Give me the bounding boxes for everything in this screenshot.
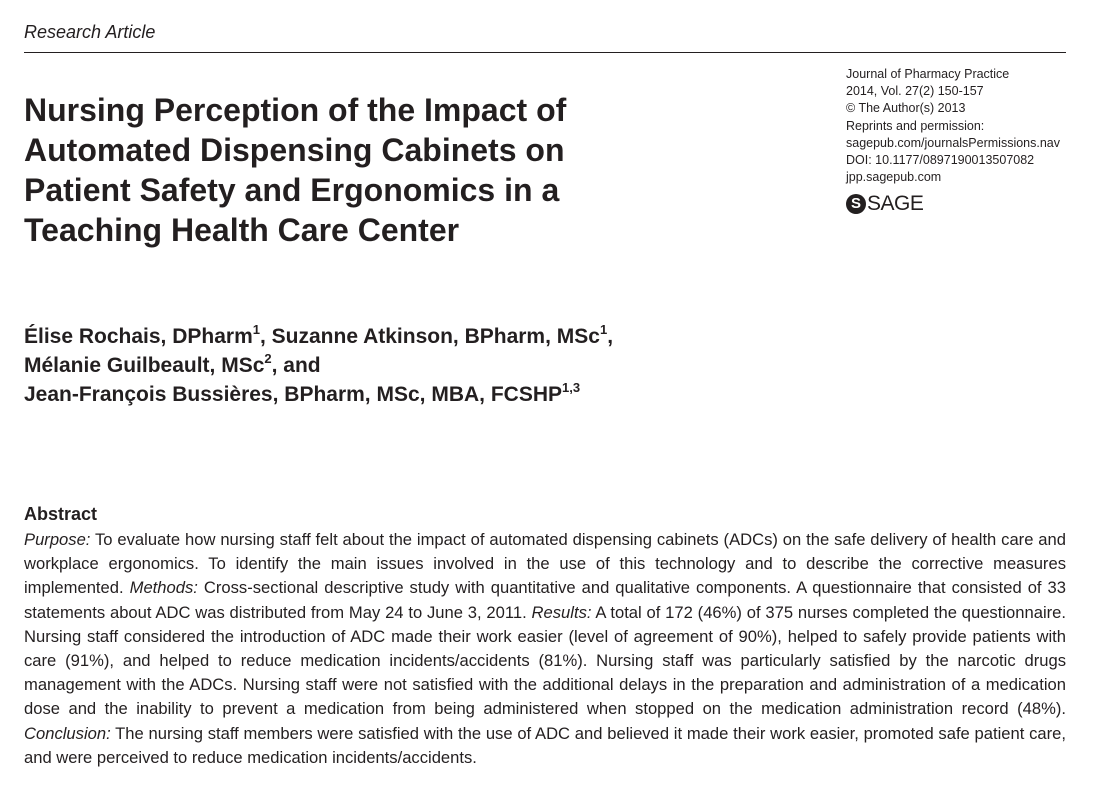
sage-logo-icon: S bbox=[846, 194, 866, 214]
author-line bbox=[24, 380, 924, 409]
copyright-notice: © The Author(s) 2013 bbox=[846, 101, 966, 116]
methods-label: Methods: bbox=[129, 578, 198, 598]
sage-logo bbox=[846, 192, 1066, 216]
author-separator: , bbox=[260, 325, 272, 348]
author-list bbox=[24, 322, 924, 409]
results-text: A total of 172 (46%) of 375 nurses completed the questionnaire. Nursing staff considered the introduction of ADC made their work easier (level of agreement of 90%), helped to safely provide patients with care (91%), and helped to reduce medication incidents/accidents (81%). Nursing staff was particularly satisfied by the narcotic drugs management with the ADCs. Nursing staff were not satisfied with the additional delays in the preparation and administration of a medication dose and the inability to prevent a medication from being administered when stopped on the medication administration record (48%). bbox=[24, 602, 1066, 719]
results-label: Results: bbox=[531, 602, 592, 622]
author-affiliation: 1,3 bbox=[562, 380, 581, 395]
author-line bbox=[24, 322, 924, 351]
journal-site-link[interactable]: jpp.sagepub.com bbox=[846, 170, 942, 185]
abstract-text bbox=[24, 528, 1066, 770]
title-line: Patient Safety and Ergonomics in a bbox=[24, 172, 560, 208]
doi: DOI: 10.1177/0897190013507082 bbox=[846, 153, 1035, 168]
journal-name: Journal of Pharmacy Practice bbox=[846, 67, 1010, 81]
author-affiliation: 1 bbox=[252, 322, 260, 337]
author-line bbox=[24, 351, 924, 380]
author-affiliation: 1 bbox=[599, 322, 608, 337]
conclusion-text: The nursing staff members were satisfied with the use of ADC and believed it made their work easier, promoted safe patient care, and were perceived to reduce medication incidents/accidents. bbox=[24, 723, 1066, 767]
article-title bbox=[24, 90, 744, 250]
methods-text: Cross-sectional descriptive study with quantitative and qualitative components. A questionnaire that consisted of 33 statements about ADC was distributed from May 24 to June 3, 2011. bbox=[24, 578, 1066, 622]
author-name: Élise Rochais, DPharm bbox=[24, 325, 253, 348]
title-line: Automated Dispensing Cabinets on bbox=[24, 132, 565, 168]
journal-volume: 2014, Vol. 27(2) 150-157 bbox=[846, 84, 984, 99]
purpose-text: To evaluate how nursing staff felt about the impact of automated dispensing cabinets (ADCs) on the safe delivery of health care and workplace ergonomics. To identify the main issues involved in the use of this technology and to describe the corrective measures implemented. bbox=[24, 530, 1066, 598]
reprints-label: Reprints and permission: bbox=[846, 118, 985, 133]
sage-logo-wordmark: SAGE bbox=[867, 192, 924, 216]
author-affiliation: 2 bbox=[264, 351, 272, 366]
purpose-label: Purpose: bbox=[24, 530, 91, 549]
header-rule bbox=[24, 52, 1066, 53]
author-name: Mélanie Guilbeault, MSc bbox=[24, 354, 265, 377]
author-name: Suzanne Atkinson, BPharm, MSc bbox=[271, 325, 600, 348]
author-separator: , and bbox=[271, 354, 321, 377]
conclusion-label: Conclusion: bbox=[24, 723, 111, 743]
reprints-link[interactable]: sagepub.com/journalsPermissions.nav bbox=[846, 135, 1060, 150]
author-name: Jean-François Bussières, BPharm, MSc, MBA, FCSHP bbox=[24, 383, 562, 406]
article-type-label: Research Article bbox=[24, 22, 156, 42]
journal-info-block bbox=[846, 66, 1066, 216]
title-line: Teaching Health Care Center bbox=[24, 212, 460, 248]
abstract-heading: Abstract bbox=[24, 504, 98, 524]
title-line: Nursing Perception of the Impact of bbox=[24, 92, 567, 128]
author-separator: , bbox=[607, 325, 614, 348]
